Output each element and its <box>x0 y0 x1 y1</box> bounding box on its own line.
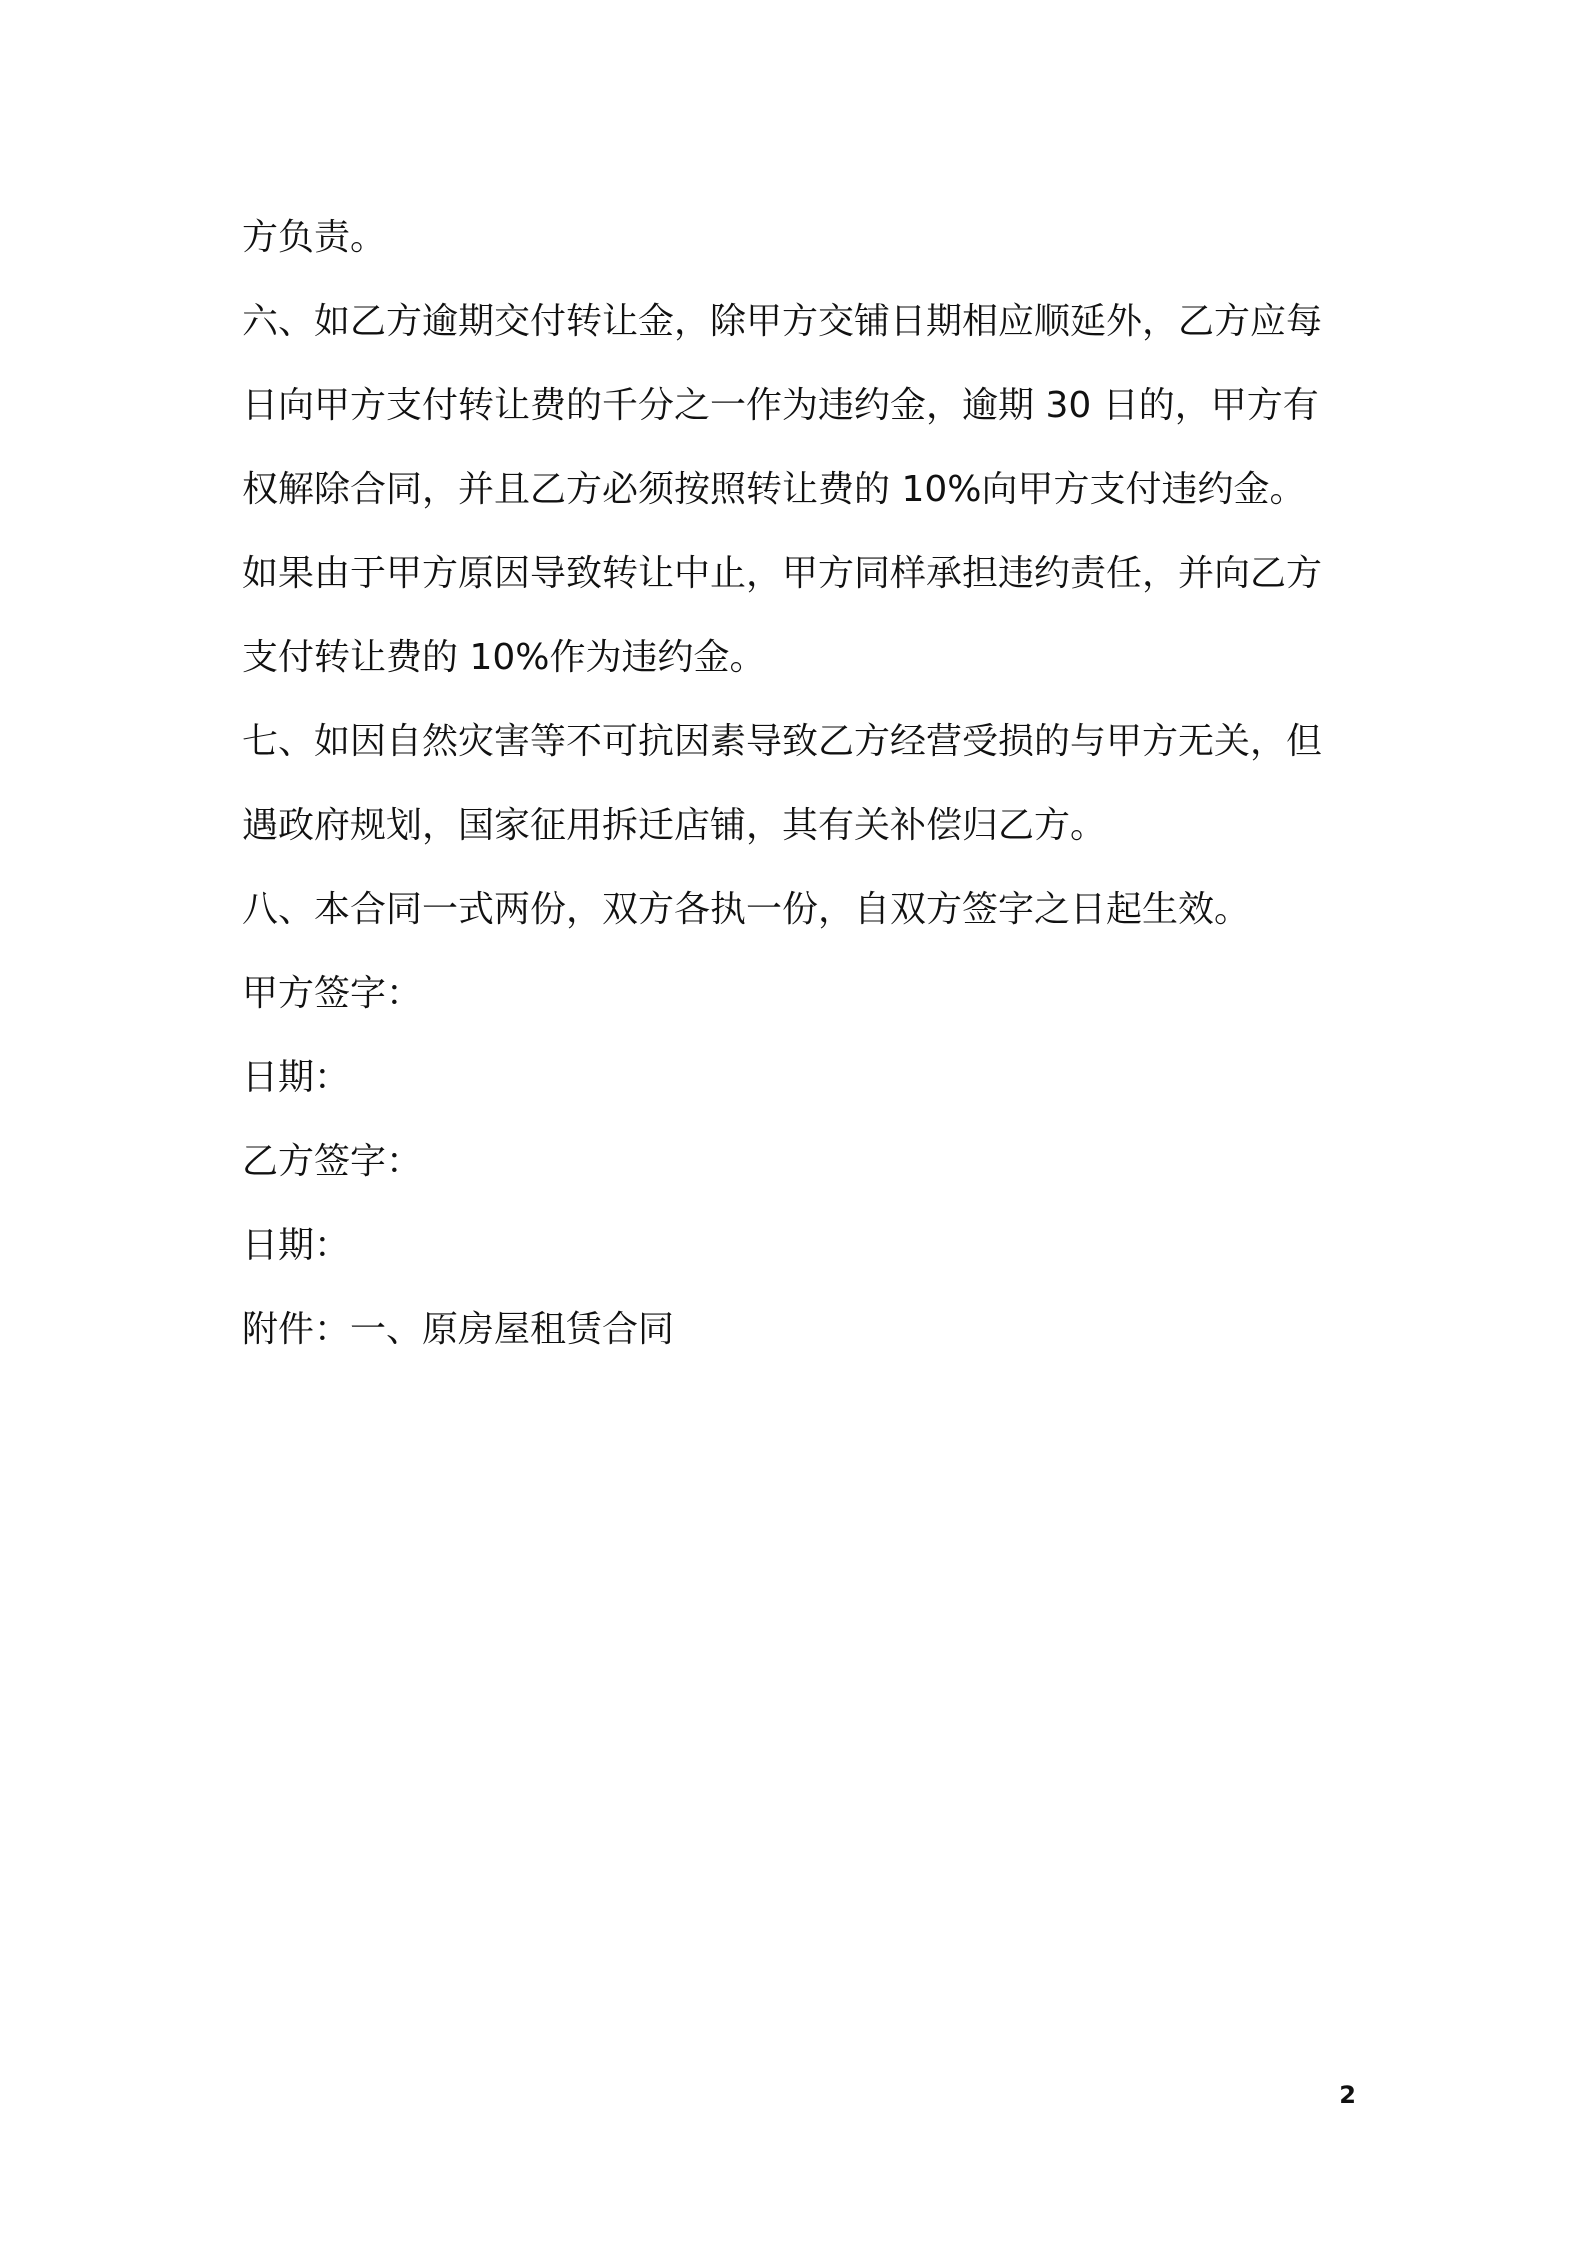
text-line-clause7-1: 七、如因自然灾害等不可抗因素导致乙方经营受损的与甲方无关，但 <box>242 721 1323 762</box>
party-a-signature-label: 甲方签字： <box>242 973 423 1014</box>
party-b-date-label: 日期： <box>242 1225 351 1266</box>
party-a-date-label: 日期： <box>242 1057 351 1098</box>
text-line-clause7-2: 遇政府规划，国家征用拆迁店铺，其有关补偿归乙方。 <box>242 805 1107 846</box>
text-line-clause6-2: 日向甲方支付转让费的千分之一作为违约金，逾期 30 日的，甲方有 <box>242 385 1319 426</box>
text-line-clause6-4: 如果由于甲方原因导致转让中止，甲方同样承担违约责任，并向乙方 <box>242 553 1323 594</box>
text-line-clause8: 八、本合同一式两份，双方各执一份，自双方签字之日起生效。 <box>242 889 1251 930</box>
document-body <box>242 196 1354 1372</box>
page-number: 2 <box>1339 2081 1356 2109</box>
text-line-clause6-3: 权解除合同，并且乙方必须按照转让费的 10%向甲方支付违约金。 <box>242 469 1306 510</box>
text-line-clause6-5: 支付转让费的 10%作为违约金。 <box>242 637 766 678</box>
text-line-clause6-1: 六、如乙方逾期交付转让金，除甲方交铺日期相应顺延外，乙方应每 <box>242 301 1323 342</box>
text-line-clause5-end: 方负责。 <box>242 217 387 258</box>
party-b-signature-label: 乙方签字： <box>242 1141 423 1182</box>
attachment-line: 附件：一、原房屋租赁合同 <box>242 1309 675 1350</box>
